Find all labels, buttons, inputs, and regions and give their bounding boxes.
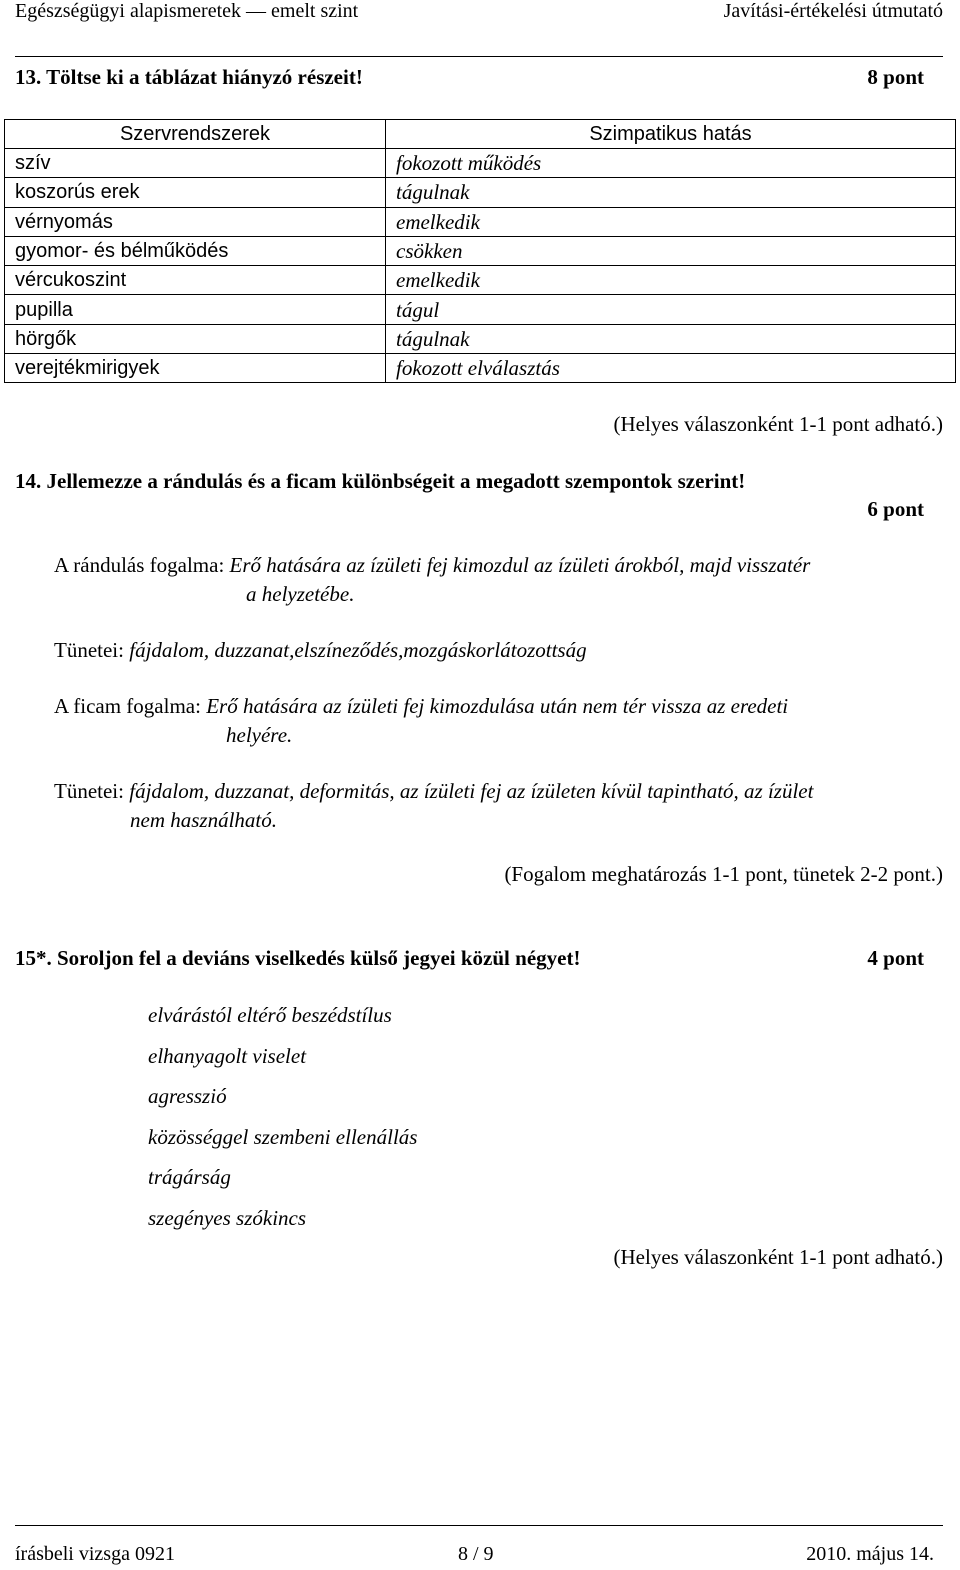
table-header-sympathetic: Szimpatikus hatás bbox=[386, 120, 956, 149]
table-cell-effect: tágulnak bbox=[386, 178, 956, 207]
table-cell-organ: szív bbox=[5, 149, 386, 178]
tunetei2-text: fájdalom, duzzanat, deformitás, az ízületi fej az ízületen kívül tapintható, az ízület bbox=[129, 779, 814, 803]
randulas-text: Erő hatására az ízületi fej kimozdul az ízületi árokból, majd visszatér bbox=[229, 553, 811, 577]
randulas-definition bbox=[54, 551, 944, 609]
list-item: közösséggel szembeni ellenállás bbox=[148, 1124, 418, 1149]
q15-points: 4 pont bbox=[867, 946, 924, 970]
footer-rule bbox=[15, 1525, 943, 1526]
table-cell-effect: fokozott elválasztás bbox=[386, 354, 956, 383]
tunetei2-label: Tünetei: bbox=[54, 779, 130, 803]
table-cell-organ: gyomor- és bélműködés bbox=[5, 236, 386, 265]
list-item: agresszió bbox=[148, 1084, 227, 1109]
table-row bbox=[5, 178, 956, 207]
footer-right: 2010. május 14. bbox=[806, 1543, 934, 1565]
tunetei1-label: Tünetei: bbox=[54, 638, 130, 662]
table-cell-organ: vérnyomás bbox=[5, 207, 386, 236]
table-row bbox=[5, 354, 956, 383]
table-row bbox=[5, 207, 956, 236]
q14-note: (Fogalom meghatározás 1-1 pont, tünetek 2-2 pont.) bbox=[504, 862, 943, 886]
q13-note: (Helyes válaszonként 1-1 pont adható.) bbox=[613, 412, 943, 436]
table-cell-effect: tágulnak bbox=[386, 324, 956, 353]
q14-points: 6 pont bbox=[867, 497, 924, 521]
randulas-symptoms bbox=[54, 636, 944, 665]
list-item: trágárság bbox=[148, 1165, 231, 1190]
ficam-definition bbox=[54, 692, 944, 750]
q13-points: 8 pont bbox=[867, 65, 924, 89]
header-rule bbox=[15, 56, 943, 57]
tunetei1-text: fájdalom, duzzanat,elszíneződés,mozgáskorlátozottság bbox=[129, 638, 587, 662]
table-cell-organ: koszorús erek bbox=[5, 178, 386, 207]
table-row bbox=[5, 236, 956, 265]
table-cell-effect: tágul bbox=[386, 295, 956, 324]
list-item: elvárástól eltérő beszédstílus bbox=[148, 1003, 392, 1027]
q14-title: 14. Jellemezze a rándulás és a ficam különbségeit a megadott szempontok szerint! bbox=[15, 469, 746, 493]
table-row bbox=[5, 149, 956, 178]
table-cell-organ: verejtékmirigyek bbox=[5, 354, 386, 383]
table-cell-organ: pupilla bbox=[5, 295, 386, 324]
table-row bbox=[5, 295, 956, 324]
table-cell-effect: fokozott működés bbox=[386, 149, 956, 178]
table-row bbox=[5, 266, 956, 295]
header-left: Egészségügyi alapismeretek — emelt szint bbox=[15, 0, 359, 22]
ficam-text: Erő hatására az ízületi fej kimozdulása után nem tér vissza az eredeti bbox=[206, 694, 789, 718]
footer-page-number: 8 / 9 bbox=[458, 1543, 494, 1565]
ficam-symptoms bbox=[54, 777, 944, 835]
table-cell-organ: hörgők bbox=[5, 324, 386, 353]
q15-note: (Helyes válaszonként 1-1 pont adható.) bbox=[613, 1245, 943, 1269]
table-cell-effect: csökken bbox=[386, 236, 956, 265]
table-header-organs: Szervrendszerek bbox=[5, 120, 386, 149]
footer-left: írásbeli vizsga 0921 bbox=[15, 1543, 175, 1565]
tunetei2-text-cont: nem használható. bbox=[130, 808, 277, 832]
table-row bbox=[5, 324, 956, 353]
table-cell-effect: emelkedik bbox=[386, 266, 956, 295]
table-header-row bbox=[5, 120, 956, 149]
ficam-text-cont: helyére. bbox=[226, 723, 293, 747]
table-cell-organ: vércukoszint bbox=[5, 266, 386, 295]
ficam-label: A ficam fogalma: bbox=[54, 694, 207, 718]
randulas-text-cont: a helyzetébe. bbox=[246, 582, 355, 606]
q15-title: 15*. Soroljon fel a deviáns viselkedés külső jegyei közül négyet! bbox=[15, 946, 581, 970]
header-right: Javítási-értékelési útmutató bbox=[723, 0, 943, 22]
list-item: elhanyagolt viselet bbox=[148, 1043, 307, 1068]
q13-title: 13. Töltse ki a táblázat hiányzó részeit! bbox=[15, 65, 363, 89]
q13-table bbox=[4, 119, 956, 383]
randulas-label: A rándulás fogalma: bbox=[54, 553, 230, 577]
table-cell-effect: emelkedik bbox=[386, 207, 956, 236]
list-item: szegényes szókincs bbox=[148, 1205, 307, 1230]
q15-answer-list bbox=[148, 995, 417, 1239]
